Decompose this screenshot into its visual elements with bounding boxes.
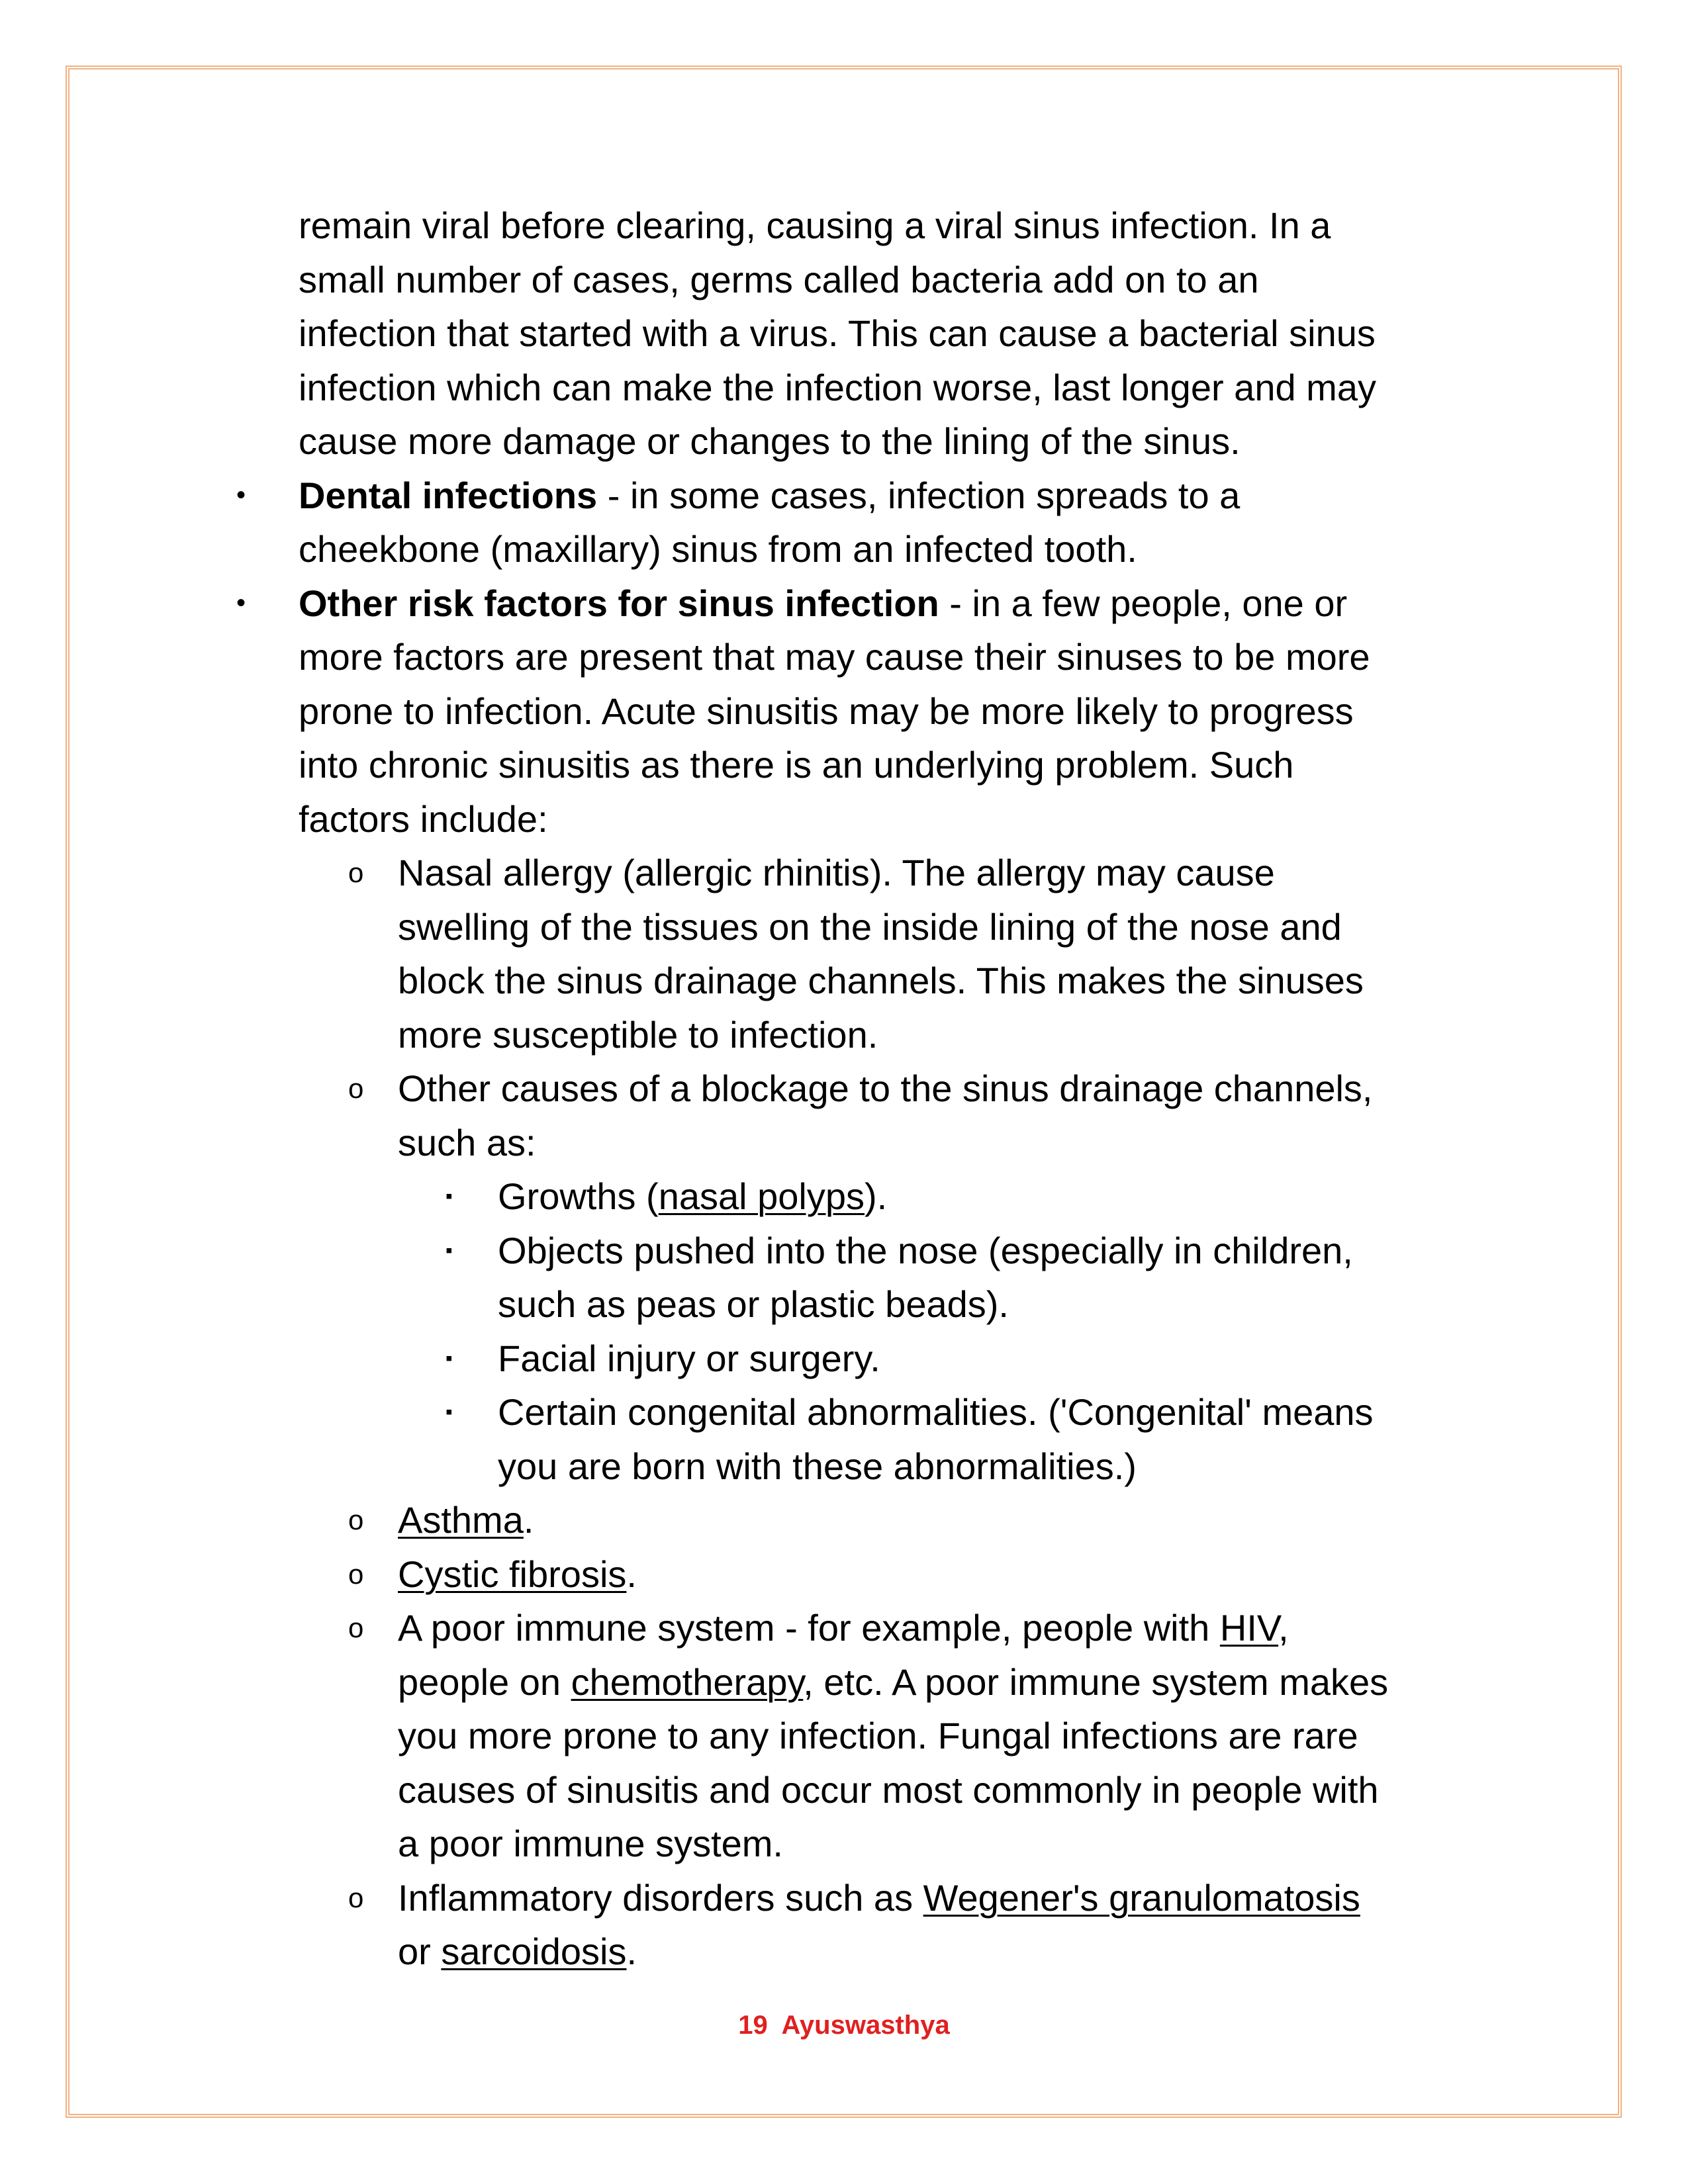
text: Growths ( (498, 1175, 659, 1217)
text: or (398, 1931, 442, 1972)
list-item-growths (0, 1169, 1688, 1224)
text: . (626, 1931, 637, 1972)
text: Certain congenital abnormalities. ('Congenital' means (498, 1391, 1374, 1433)
text: Inflammatory disorders such as (398, 1876, 923, 1919)
text: . (626, 1553, 637, 1595)
link-wegeners-granulomatosis[interactable]: Wegener's granulomatosis (923, 1876, 1360, 1919)
list-item-nasal-allergy (0, 846, 1688, 900)
text: more susceptible to infection. (398, 1013, 878, 1056)
list-item-dental-infections (0, 469, 1688, 523)
text-line (0, 738, 1688, 792)
text: cause more damage or changes to the lining of the sinus. (299, 420, 1241, 462)
text-line (0, 361, 1688, 415)
text-line (0, 199, 1688, 253)
text: . (523, 1499, 534, 1541)
bullet-square-icon: ▪ (445, 1239, 453, 1261)
list-item-congenital (0, 1385, 1688, 1439)
text: infection which can make the infection worse, last longer and may (299, 366, 1376, 408)
list-item-inflammatory (0, 1871, 1688, 1925)
list-item-immune-system (0, 1601, 1688, 1655)
link-hiv[interactable]: HIV (1219, 1607, 1279, 1649)
bullet-square-icon: ▪ (445, 1347, 453, 1369)
text-line (0, 306, 1688, 361)
link-sarcoidosis[interactable]: sarcoidosis (441, 1931, 627, 1972)
text: small number of cases, germs called bacteria add on to an (299, 258, 1259, 300)
list-item-title: Dental infections (299, 474, 598, 516)
list-item-other-risk-factors (0, 576, 1688, 631)
text-line (0, 900, 1688, 954)
text: cheekbone (maxillary) sinus from an infected tooth. (299, 528, 1137, 570)
text: into chronic sinusitis as there is an underlying problem. Such (299, 744, 1294, 786)
text: remain viral before clearing, causing a viral sinus infection. In a (299, 205, 1331, 246)
text: , etc. A poor immune system makes (803, 1661, 1389, 1703)
text-line (0, 1116, 1688, 1170)
link-chemotherapy[interactable]: chemotherapy (571, 1661, 804, 1703)
list-item-asthma (0, 1493, 1688, 1547)
bullet-circle-icon: o (348, 1073, 364, 1104)
list-item-blockage (0, 1062, 1688, 1116)
footer-brand: Ayuswasthya (781, 2011, 950, 2040)
text-line (0, 1008, 1688, 1062)
text-line (0, 1655, 1688, 1709)
list-item-cystic-fibrosis (0, 1547, 1688, 1602)
text: ). (865, 1175, 888, 1217)
text-line (0, 954, 1688, 1008)
text-line (0, 414, 1688, 469)
link-cystic-fibrosis[interactable]: Cystic fibrosis (398, 1553, 627, 1595)
text-line (0, 1439, 1688, 1494)
text: Facial injury or surgery. (498, 1337, 880, 1379)
text: A poor immune system - for example, people with (398, 1607, 1220, 1649)
list-item-objects (0, 1224, 1688, 1278)
text-line (0, 1763, 1688, 1817)
link-nasal-polyps[interactable]: nasal polyps (658, 1175, 865, 1217)
text-line (0, 1277, 1688, 1332)
list-item-facial-injury (0, 1332, 1688, 1386)
text: a poor immune system. (398, 1823, 783, 1864)
text: people on (398, 1661, 571, 1703)
text: - in some cases, infection spreads to a (597, 474, 1241, 516)
text: such as: (398, 1121, 536, 1163)
text-line (0, 1709, 1688, 1763)
text: prone to infection. Acute sinusitis may be more likely to progress (299, 690, 1354, 732)
text: Other causes of a blockage to the sinus drainage channels, (398, 1068, 1373, 1109)
page-footer (0, 2011, 1688, 2040)
bullet-circle-icon: o (348, 857, 364, 888)
text: , (1278, 1607, 1289, 1649)
list-item-title: Other risk factors for sinus infection (299, 582, 939, 624)
text: block the sinus drainage channels. This makes the sinuses (398, 960, 1364, 1001)
page-number: 19 (738, 2011, 768, 2040)
text: - in a few people, one or (939, 582, 1348, 624)
link-asthma[interactable]: Asthma (398, 1499, 524, 1541)
text-line (0, 1817, 1688, 1871)
text: factors include: (299, 797, 548, 840)
bullet-disc-icon: • (236, 588, 246, 617)
bullet-circle-icon: o (348, 1612, 364, 1643)
text: Objects pushed into the nose (especially in children, (498, 1229, 1353, 1271)
text-line (0, 1925, 1688, 1979)
text-line (0, 522, 1688, 576)
text: infection that started with a virus. This can cause a bacterial sinus (299, 312, 1376, 354)
text-line (0, 684, 1688, 739)
text-line (0, 253, 1688, 307)
bullet-square-icon: ▪ (445, 1401, 453, 1423)
bullet-disc-icon: • (236, 480, 246, 510)
text: you more prone to any infection. Fungal infections are rare (398, 1715, 1358, 1756)
text: swelling of the tissues on the inside lining of the nose and (398, 905, 1342, 948)
bullet-circle-icon: o (348, 1558, 364, 1590)
document-body (0, 199, 1688, 1979)
text: causes of sinusitis and occur most commonly in people with (398, 1768, 1379, 1811)
bullet-circle-icon: o (348, 1504, 364, 1535)
text-line (0, 630, 1688, 684)
text: more factors are present that may cause their sinuses to be more (299, 636, 1370, 678)
text: you are born with these abnormalities.) (498, 1445, 1137, 1487)
text-line (0, 792, 1688, 846)
bullet-square-icon: ▪ (445, 1185, 453, 1207)
text: Nasal allergy (allergic rhinitis). The allergy may cause (398, 852, 1275, 893)
text: such as peas or plastic beads). (498, 1283, 1009, 1325)
bullet-circle-icon: o (348, 1882, 364, 1913)
